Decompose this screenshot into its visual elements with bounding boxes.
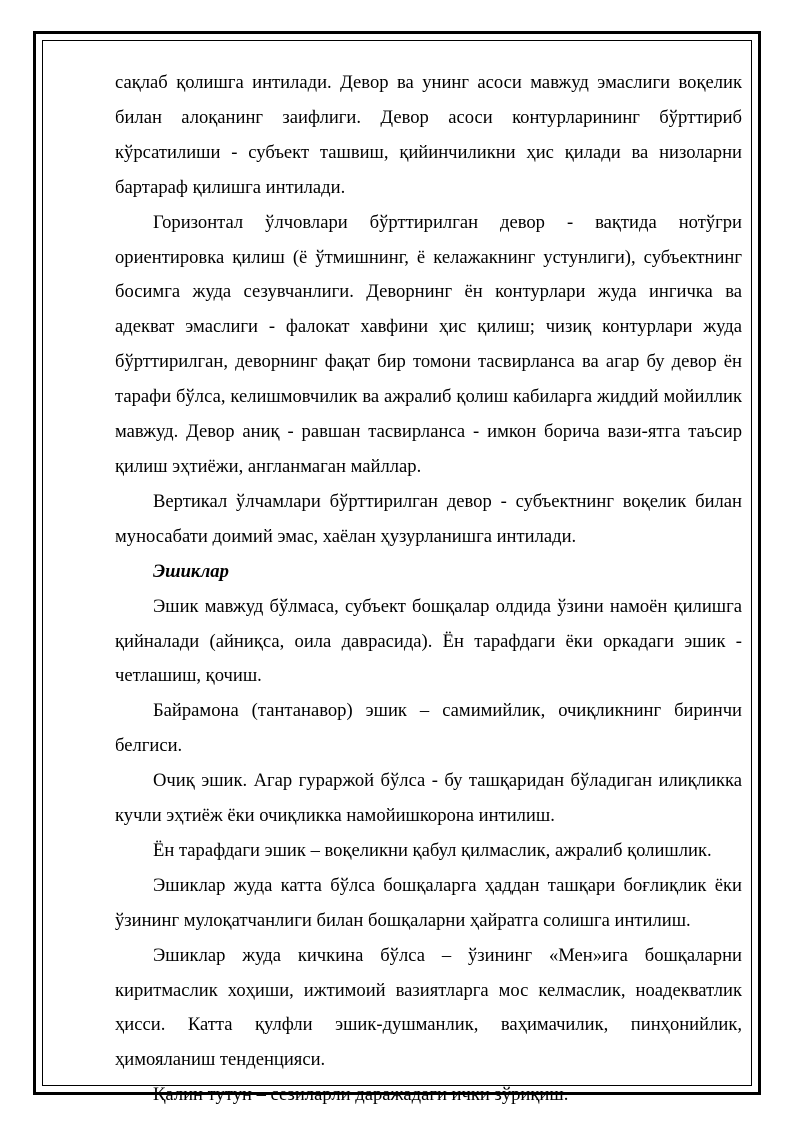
paragraph: сақлаб қолишга интилади. Девор ва унинг асоси мавжуд эмаслиги воқелик билан алоқанинг заифлиги. Девор асоси контурларининг бўрттириб кўрсатилиши - субъект ташвиш, қийинчиликни ҳис қилади ва низоларни бартараф қилишга интилади.: [115, 72, 742, 198]
paragraph: Вертикал ўлчамлари бўрттирилган девор - субъектнинг воқелик билан муносабати доимий эмас, хаёлан ҳузурланишга интилади.: [115, 490, 742, 547]
paragraph: Очиқ эшик. Агар гураржой бўлса - бу ташқаридан бўладиган илиқликка кучли эҳтиёж ёки очиқликка намойишкорона интилиш.: [115, 770, 742, 827]
paragraph: Горизонтал ўлчовлари бўрттирилган девор - вақтида нотўгри ориентировка қилиш (ё ўтмишнинг, ё келажакнинг устунлиги), субъектнинг босимга жуда сезувчанлиги. Деворнинг ён контурлари жуда ингичка ва адекват эмаслиги - фалокат хавфини ҳис қилиш; чизиқ контурлари жуда бўрттирилган, деворнинг фақат бир томони тасвирланса ва агар бу девор ён тарафи бўлса, келишмовчилик ва ажралиб қолиш кабиларга жиддий мойиллик мавжуд. Девор аниқ - равшан тасвирланса - имкон борича вази-ятга таъсир қилиш эҳтиёжи, англанмаган майллар.: [115, 211, 742, 477]
document-body: [115, 66, 742, 1113]
section-heading: Эшиклар: [153, 560, 229, 582]
paragraph: Ён тарафдаги эшик – воқеликни қабул қилмаслик, ажралиб қолишлик.: [153, 839, 712, 861]
paragraph: Байрамона (тантанавор) эшик – самимийлик, очиқликнинг биринчи белгиси.: [115, 700, 742, 757]
paragraph: Эшиклар жуда катта бўлса бошқаларга ҳаддан ташқари боғлиқлик ёки ўзининг мулоқатчанлиги билан бошқаларни ҳайратга солишга интилиш.: [115, 874, 742, 931]
paragraph: Эшик мавжуд бўлмаса, субъект бошқалар олдида ўзини намоён қилишга қийналади (айниқса, оила даврасида). Ён тарафдаги ёки оркадаги эшик - четлашиш, қочиш.: [115, 595, 742, 687]
paragraph: Эшиклар жуда кичкина бўлса – ўзининг «Мен»ига бошқаларни киритмаслик хоҳиши, ижтимоий вазиятларга мос келмаслик, ноадекватлик ҳисси. Катта қулфли эшик-душманлик, ваҳимачилик, пинҳонийлик, ҳимояланиш тенденцияси.: [115, 944, 742, 1071]
paragraph: Қалин тутун – сезиларли даражадаги ички зўриқиш.: [153, 1084, 569, 1106]
